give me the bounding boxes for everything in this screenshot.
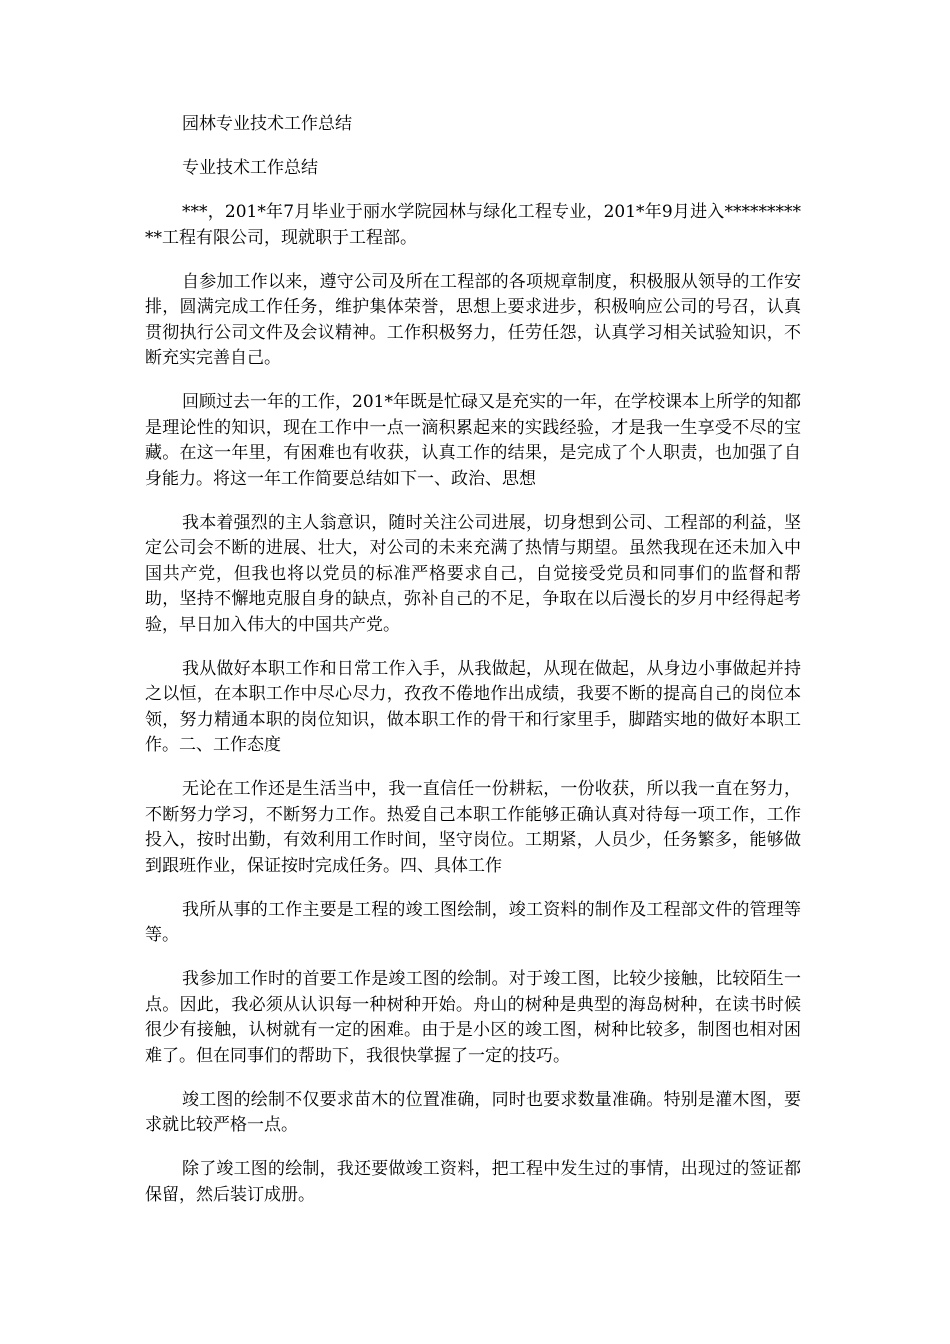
paragraph: 除了竣工图的绘制，我还要做竣工资料，把工程中发生过的事情，出现过的签证都保留，然后装订成册。 [145,1159,801,1205]
paragraph: 竣工图的绘制不仅要求苗木的位置准确，同时也要求数量准确。特别是灌木图，要求就比较严格一点。 [145,1089,801,1135]
paragraph: 无论在工作还是生活当中，我一直信任一份耕耘，一份收获，所以我一直在努力，不断努力学习，不断努力工作。热爱自己本职工作能够正确认真对待每一项工作，工作投入，按时出勤，有效利用工作时间，坚守岗位。工期紧，人员少，任务繁多，能够做到跟班作业，保证按时完成任务。四、具体工作 [145,779,801,876]
document-page [145,112,801,1227]
paragraph: 我所从事的工作主要是工程的竣工图绘制，竣工资料的制作及工程部文件的管理等等。 [145,899,801,945]
paragraph: 我从做好本职工作和日常工作入手，从我做起，从现在做起，从身边小事做起并持之以恒，在本职工作中尽心尽力，孜孜不倦地作出成绩，我要不断的提高自己的岗位本领，努力精通本职的岗位知识，做本职工作的骨干和行家里手，脚踏实地的做好本职工作。二、工作态度 [145,658,801,755]
paragraph: 回顾过去一年的工作，201*年既是忙碌又是充实的一年，在学校课本上所学的知都是理论性的知识，现在工作中一点一滴积累起来的实践经验，才是我一生享受不尽的宝藏。在这一年里，有困难也有收获，认真工作的结果，是完成了个人职责，也加强了自身能力。将这一年工作简要总结如下一、政治、思想 [145,392,801,489]
paragraph: 自参加工作以来，遵守公司及所在工程部的各项规章制度，积极服从领导的工作安排，圆满完成工作任务，维护集体荣誉，思想上要求进步，积极响应公司的号召，认真贯彻执行公司文件及会议精神。工作积极努力，任劳任怨，认真学习相关试验知识，不断充实完善自己。 [145,271,801,368]
paragraph: ***，201*年7月毕业于丽水学院园林与绿化工程专业，201*年9月进入***********工程有限公司，现就职于工程部。 [145,202,801,248]
document-title: 园林专业技术工作总结 [182,114,352,134]
paragraph: 我本着强烈的主人翁意识，随时关注公司进展，切身想到公司、工程部的利益，坚定公司会不断的进展、壮大，对公司的未来充满了热情与期望。虽然我现在还未加入中国共产党，但我也将以党员的标准严格要求自己，自觉接受党员和同事们的监督和帮助，坚持不懈地克服自身的缺点，弥补自己的不足，争取在以后漫长的岁月中经得起考验，早日加入伟大的中国共产党。 [145,512,801,635]
document-subtitle: 专业技术工作总结 [182,158,318,178]
paragraph: 我参加工作时的首要工作是竣工图的绘制。对于竣工图，比较少接触，比较陌生一点。因此，我必须从认识每一种树种开始。舟山的树种是典型的海岛树种，在读书时候很少有接触，认树就有一定的困难。由于是小区的竣工图，树种比较多，制图也相对困难了。但在同事们的帮助下，我很快掌握了一定的技巧。 [145,969,801,1066]
